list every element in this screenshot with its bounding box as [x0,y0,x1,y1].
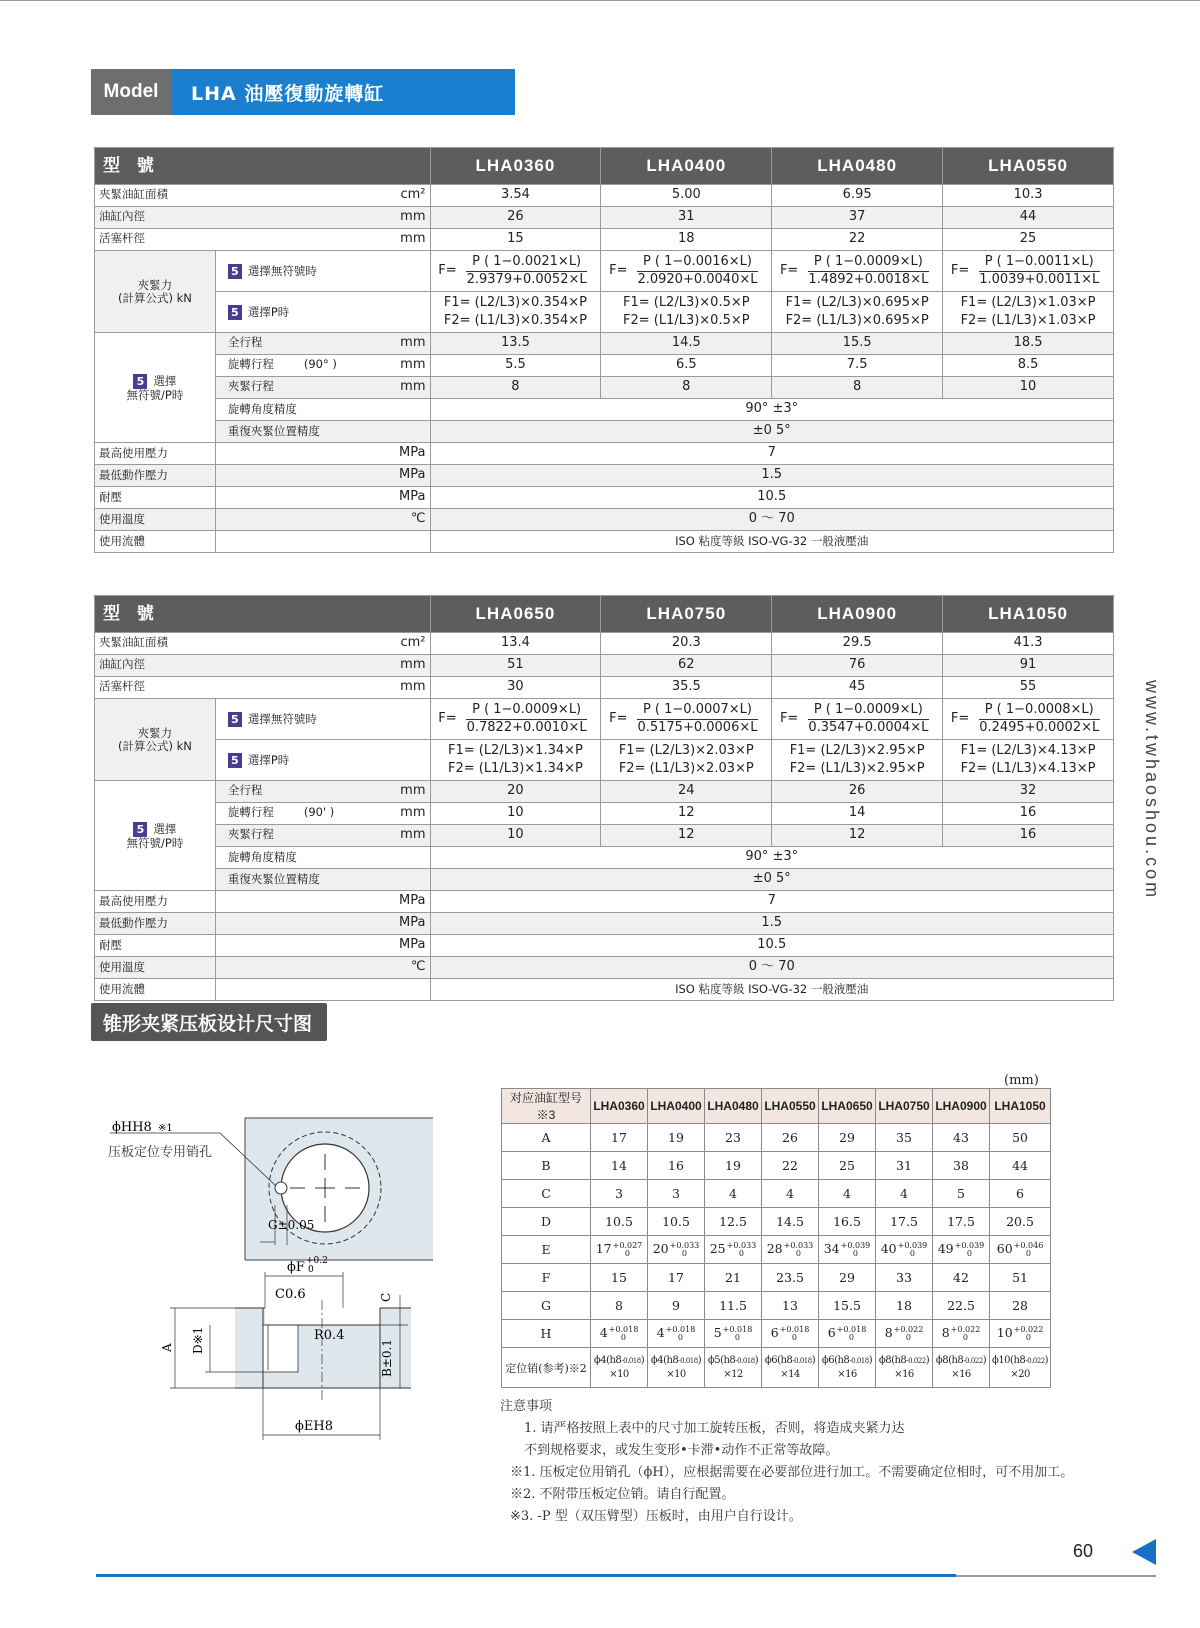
dim-value: 4 [762,1180,819,1208]
row-label: 最高使用壓力 [99,446,168,461]
spec-value: 1.5 [430,913,1114,935]
r04-label: R0.4 [314,1328,345,1343]
spec-value: 90° ±3° [430,399,1114,421]
spec-value: 90° ±3° [430,847,1114,869]
unit: mm [400,679,426,695]
dim-value: 29 [819,1124,876,1152]
spec-value: 12 [772,825,943,847]
force-formula-p: F1= (L2/L3)×0.5×P F2= (L1/L3)×0.5×P [601,292,772,333]
dim-value: 38 [933,1152,990,1180]
option-badge: 5 [228,712,242,727]
spec-table-1 [94,147,1114,553]
spec-value: 12 [601,825,772,847]
hole-ref: ※1 [158,1123,173,1134]
dim-value: 8 +0.022 0 [876,1320,933,1348]
dim-value: 14.5 [762,1208,819,1236]
f-tol-dn: 0 [308,1265,314,1275]
spec-value: 26 [430,207,601,229]
dim-model-header: LHA0480 [705,1089,762,1124]
dim-value: 17.5 [876,1208,933,1236]
spec-value: 18 [601,229,772,251]
dim-row-name: C [502,1180,591,1208]
dim-value: 8 [591,1292,648,1320]
f-tol-up: +0.2 [306,1256,328,1266]
dim-value: 40 +0.039 0 [876,1236,933,1264]
selection-group: 5 選擇 無符號/P時 [95,781,216,891]
spec-value: 26 [772,781,943,803]
dim-value: 6 +0.018 0 [762,1320,819,1348]
unit: MPa [399,915,426,931]
d-dimension: D※1 [191,1326,205,1354]
dim-value: 16.5 [819,1208,876,1236]
spec-value: 44 [943,207,1114,229]
row-label: 使用流體 [99,534,145,549]
dim-head: 对应油缸型号※3 [502,1089,591,1124]
model-header: 型 號 [95,148,431,185]
spec-value: 1.5 [430,465,1114,487]
c-dimension: C [379,1292,393,1302]
dim-value: 17 +0.027 0 [591,1236,648,1264]
row-label: 夾緊油缸面積 [99,635,168,650]
unit: cm² [400,187,426,203]
row-label: 耐壓 [99,938,122,953]
pin-spec: ϕ8(h8-0.022) ×16 [876,1348,933,1388]
row-label: 夾緊油缸面積 [99,187,168,202]
option-badge: 5 [228,264,242,279]
clamp-plate-drawing [100,1110,480,1510]
row-label: 全行程 [227,783,263,798]
dim-value: 22.5 [933,1292,990,1320]
dim-value: 51 [990,1264,1051,1292]
dim-value: 4 [819,1180,876,1208]
a-dimension: A [160,1343,174,1352]
dim-value: 31 [876,1152,933,1180]
dim-row-name: F [502,1264,591,1292]
spec-value: 8 [430,377,601,399]
spec-value: 31 [601,207,772,229]
dim-row-name: E [502,1236,591,1264]
row-label: 全行程 [227,335,263,350]
spec-value: 7 [430,443,1114,465]
force-formula-p: F1= (L2/L3)×2.95×P F2= (L1/L3)×2.95×P [772,740,943,781]
force-formula: F= $\frac{P ( 1-0.0016\times L)}{2.0920+0.0040\times L}$ [601,251,772,292]
spec-value: 20.3 [601,633,772,655]
spec-value: 8 [772,377,943,399]
unit: mm [400,209,426,225]
spec-value: 37 [772,207,943,229]
dim-value: 42 [933,1264,990,1292]
pin-label: 定位销(参考)※2 [502,1348,591,1388]
row-note: (90' ) [303,805,335,820]
spec-value: 16 [943,803,1114,825]
model-column-header: LHA0650 [430,596,601,633]
force-formula-p: F1= (L2/L3)×1.34×P F2= (L1/L3)×1.34×P [430,740,601,781]
dim-value: 49 +0.039 0 [933,1236,990,1264]
footer-rule [96,1574,956,1577]
dim-value: 19 [648,1124,705,1152]
spec-value: 51 [430,655,601,677]
spec-value: 62 [601,655,772,677]
spec-value: 7 [430,891,1114,913]
dim-value: 17.5 [933,1208,990,1236]
dim-value: 23 [705,1124,762,1152]
spec-value: ±0 5° [430,869,1114,891]
spec-value: 13.4 [430,633,601,655]
row-label: 旋轉行程 [227,805,274,820]
row-note: (90° ) [303,357,337,372]
dim-model-header: LHA0400 [648,1089,705,1124]
g-dimension: G±0.05 [268,1218,315,1232]
row-label: 夾緊行程 [227,827,274,842]
note-line: 不到规格要求，或发生变形•卡滞•动作不正常等故障。 [524,1443,839,1458]
dim-value: 17 [648,1264,705,1292]
dim-value: 19 [705,1152,762,1180]
dim-value: 6 +0.018 0 [819,1320,876,1348]
force-formula: F= $\frac{P ( 1-0.0009\times L)}{0.7822+0.0010\times L}$ [430,699,601,740]
spec-value: 7.5 [772,355,943,377]
dim-value: 18 [876,1292,933,1320]
row-label: 活塞杆徑 [99,231,145,246]
dim-value: 15.5 [819,1292,876,1320]
force-formula: F= $\frac{P ( 1-0.0008\times L)}{0.2495+0.0002\times L}$ [943,699,1114,740]
dim-value: 13 [762,1292,819,1320]
spec-value: 0 ～ 70 [430,957,1114,979]
hole-label: ϕHH8 [112,1120,152,1135]
spec-value: 10 [430,825,601,847]
spec-value: 3.54 [430,185,601,207]
spec-value: 6.95 [772,185,943,207]
row-label: 使用溫度 [99,512,145,527]
unit-note: (mm) [1004,1073,1039,1088]
spec-value: 15.5 [772,333,943,355]
unit: mm [400,657,426,673]
row-label: 使用流體 [99,982,145,997]
unit: mm [400,231,426,247]
note-line: ※3. -P 型（双压臂型）压板时，由用户自行设计。 [510,1509,802,1524]
dim-value: 44 [990,1152,1051,1180]
option-none-label: 選擇無符號時 [247,711,317,726]
row-label: 旋轉角度精度 [227,850,297,865]
force-formula-p: F1= (L2/L3)×2.03×P F2= (L1/L3)×2.03×P [601,740,772,781]
spec-value: 12 [601,803,772,825]
pin-spec: ϕ4(h8-0.018) ×10 [591,1348,648,1388]
spec-value: 14 [772,803,943,825]
spec-value: 45 [772,677,943,699]
model-column-header: LHA0750 [601,596,772,633]
unit: MPa [399,893,426,909]
unit: MPa [399,445,426,461]
dim-value: 22 [762,1152,819,1180]
page-number: 60 [1073,1541,1094,1561]
option-none-label: 選擇無符號時 [247,263,317,278]
dim-value: 50 [990,1124,1051,1152]
dim-value: 60 +0.046 0 [990,1236,1051,1264]
model-column-header: LHA0550 [943,148,1114,185]
spec-value: 10.5 [430,935,1114,957]
row-label: 油缸內徑 [99,657,145,672]
force-formula: F= $\frac{P ( 1-0.0009\times L)}{1.4892+0.0018\times L}$ [772,251,943,292]
row-label: 重復夾緊位置精度 [227,424,320,439]
unit: mm [400,357,426,373]
dim-value: 3 [648,1180,705,1208]
spec-value: 5.00 [601,185,772,207]
dim-value: 4 [705,1180,762,1208]
dim-value: 28 +0.033 0 [762,1236,819,1264]
unit: MPa [399,937,426,953]
dim-value: 35 [876,1124,933,1152]
spec-value: 14.5 [601,333,772,355]
model-column-header: LHA0480 [772,148,943,185]
dim-value: 43 [933,1124,990,1152]
spec-value: 13.5 [430,333,601,355]
model-column-header: LHA0400 [601,148,772,185]
row-label: 旋轉行程 [227,357,274,372]
row-label: 活塞杆徑 [99,679,145,694]
dim-value: 10 +0.022 0 [990,1320,1051,1348]
spec-value: 8 [601,377,772,399]
spec-value: 10.5 [430,487,1114,509]
dim-value: 23.5 [762,1264,819,1292]
dim-row-name: H [502,1320,591,1348]
dim-value: 25 [819,1152,876,1180]
dim-row-name: G [502,1292,591,1320]
row-label: 夾緊行程 [227,379,274,394]
spec-value: 41.3 [943,633,1114,655]
model-title: LHA 油壓復動旋轉缸 [191,82,385,105]
spec-value: 25 [943,229,1114,251]
spec-value: 55 [943,677,1114,699]
force-group-label: 夾緊力 (計算公式) kN [95,251,216,333]
c06-label: C0.6 [275,1287,306,1302]
model-label: Model [91,69,171,115]
hole-desc: 压板定位专用销孔 [108,1145,213,1160]
spec-value: 15 [430,229,601,251]
note-line: ※2. 不附带压板定位销。请自行配置。 [510,1487,735,1502]
dim-value: 29 [819,1264,876,1292]
spec-value: 6.5 [601,355,772,377]
pin-spec: ϕ6(h8-0.018) ×16 [819,1348,876,1388]
dim-value: 11.5 [705,1292,762,1320]
f-dimension: ϕF [287,1260,305,1275]
force-formula: F= $\frac{P ( 1-0.0021\times L)}{2.9379+0.0052\times L}$ [430,251,601,292]
row-label: 最低動作壓力 [99,916,168,931]
model-column-header: LHA0900 [772,596,943,633]
dim-model-header: LHA1050 [990,1089,1051,1124]
row-label: 最低動作壓力 [99,468,168,483]
pin-spec: ϕ10(h8-0.022) ×20 [990,1348,1051,1388]
spec-value: 5.5 [430,355,601,377]
dim-value: 4 +0.018 0 [648,1320,705,1348]
e-dimension: ϕEH8 [295,1419,333,1434]
pin-spec: ϕ4(h8-0.018) ×10 [648,1348,705,1388]
dim-value: 20.5 [990,1208,1051,1236]
dim-value: 17 [591,1124,648,1152]
spec-value: 8.5 [943,355,1114,377]
dim-row-name: D [502,1208,591,1236]
model-column-header: LHA1050 [943,596,1114,633]
dim-value: 21 [705,1264,762,1292]
b-dimension: B±0.1 [380,1339,394,1377]
dim-model-header: LHA0650 [819,1089,876,1124]
spec-value: 30 [430,677,601,699]
dim-value: 12.5 [705,1208,762,1236]
note-line: 1. 请严格按照上表中的尺寸加工旋转压板，否则，将造成夹紧力达 [524,1421,905,1436]
force-formula-p: F1= (L2/L3)×0.354×P F2= (L1/L3)×0.354×P [430,292,601,333]
force-formula-p: F1= (L2/L3)×0.695×P F2= (L1/L3)×0.695×P [772,292,943,333]
side-url: www.twhaoshou.com [1142,680,1162,901]
dim-row-name: B [502,1152,591,1180]
row-label: 重復夾緊位置精度 [227,872,320,887]
dim-value: 3 [591,1180,648,1208]
force-group-label: 夾緊力 (計算公式) kN [95,699,216,781]
dim-value: 26 [762,1124,819,1152]
dim-value: 34 +0.039 0 [819,1236,876,1264]
pin-spec: ϕ8(h8-0.022) ×16 [933,1348,990,1388]
option-badge: 5 [228,753,242,768]
dim-value: 20 +0.033 0 [648,1236,705,1264]
force-formula-p: F1= (L2/L3)×1.03×P F2= (L1/L3)×1.03×P [943,292,1114,333]
unit: mm [400,783,426,799]
spec-value: 24 [601,781,772,803]
dim-value: 33 [876,1264,933,1292]
unit: mm [400,805,426,821]
spec-value: ISO 粘度等級 ISO-VG-32 一般液壓油 [430,979,1114,1001]
spec-value: 91 [943,655,1114,677]
dim-model-header: LHA0900 [933,1089,990,1124]
force-formula: F= $\frac{P ( 1-0.0009\times L)}{0.3547+0.0004\times L}$ [772,699,943,740]
selection-group: 5 選擇 無符號/P時 [95,333,216,443]
pin-hole [275,1182,287,1194]
notes [500,1396,1073,1528]
spec-value: ±0 5° [430,421,1114,443]
page-arrow-icon [1130,1537,1160,1567]
unit: MPa [399,467,426,483]
dim-value: 25 +0.033 0 [705,1236,762,1264]
dimension-table [501,1088,1051,1388]
dim-value: 14 [591,1152,648,1180]
footer-rule-gray [956,1575,1156,1577]
dim-value: 5 [933,1180,990,1208]
note-line: ※1. 压板定位用销孔（ϕH），应根据需要在必要部位进行加工。不需要确定位相时，可不用加工。 [510,1465,1074,1480]
dim-value: 9 [648,1292,705,1320]
spec-value: 32 [943,781,1114,803]
spec-value: 10 [430,803,601,825]
spec-value: 0 ～ 70 [430,509,1114,531]
model-header: 型 號 [95,596,431,633]
unit: ℃ [410,959,426,975]
spec-value: ISO 粘度等級 ISO-VG-32 一般液壓油 [430,531,1114,553]
spec-value: 16 [943,825,1114,847]
row-label: 旋轉角度精度 [227,402,297,417]
option-p-label: 選擇P時 [247,752,290,767]
spec-table-2 [94,595,1114,1001]
unit: mm [400,379,426,395]
force-formula: F= $\frac{P ( 1-0.0007\times L)}{0.5175+0.0006\times L}$ [601,699,772,740]
spec-value: 76 [772,655,943,677]
spec-value: 29.5 [772,633,943,655]
option-p-label: 選擇P時 [247,304,290,319]
spec-value: 22 [772,229,943,251]
spec-value: 10 [943,377,1114,399]
spec-value: 20 [430,781,601,803]
force-formula-p: F1= (L2/L3)×4.13×P F2= (L1/L3)×4.13×P [943,740,1114,781]
pin-spec: ϕ5(h8-0.018) ×12 [705,1348,762,1388]
dim-model-header: LHA0750 [876,1089,933,1124]
notes-title: 注意事项 [500,1399,553,1414]
spec-value: 35.5 [601,677,772,699]
model-banner [91,69,515,115]
dim-value: 8 +0.022 0 [933,1320,990,1348]
spec-value: 10.3 [943,185,1114,207]
model-column-header: LHA0360 [430,148,601,185]
section-title: 锥形夹紧压板设计尺寸图 [91,1003,327,1041]
row-label: 最高使用壓力 [99,894,168,909]
pin-spec: ϕ6(h8-0.018) ×14 [762,1348,819,1388]
unit: mm [400,335,426,351]
row-label: 油缸內徑 [99,209,145,224]
dim-value: 10.5 [648,1208,705,1236]
unit: ℃ [410,511,426,527]
unit: MPa [399,489,426,505]
row-label: 耐壓 [99,490,122,505]
dim-model-header: LHA0360 [591,1089,648,1124]
dim-value: 15 [591,1264,648,1292]
spec-value: 18.5 [943,333,1114,355]
option-badge: 5 [228,305,242,320]
row-label: 使用溫度 [99,960,145,975]
dim-row-name: A [502,1124,591,1152]
dim-value: 10.5 [591,1208,648,1236]
dim-value: 6 [990,1180,1051,1208]
dim-value: 28 [990,1292,1051,1320]
force-formula: F= $\frac{P ( 1-0.0011\times L)}{1.0039+0.0011\times L}$ [943,251,1114,292]
dim-model-header: LHA0550 [762,1089,819,1124]
unit: mm [400,827,426,843]
dim-value: 5 +0.018 0 [705,1320,762,1348]
unit: cm² [400,635,426,651]
dim-value: 4 [876,1180,933,1208]
dim-value: 4 +0.018 0 [591,1320,648,1348]
dim-value: 16 [648,1152,705,1180]
